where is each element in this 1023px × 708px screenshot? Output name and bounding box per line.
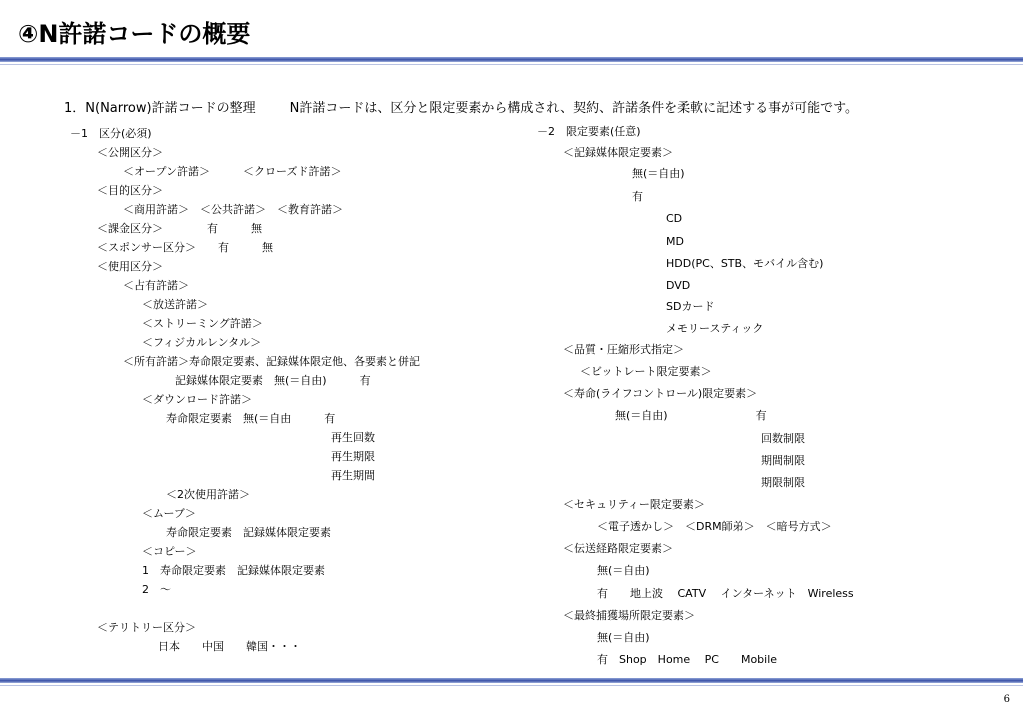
limit-bitrate: ＜ビットレート限定要素＞ <box>580 365 712 378</box>
security-options: ＜電子透かし＞ ＜DRM師弟＞ ＜暗号方式＞ <box>597 520 832 533</box>
media-md: MD <box>666 235 684 248</box>
footer-rule <box>0 678 1023 683</box>
lifetime-deadline: 期限制限 <box>761 476 805 489</box>
limit-media: ＜記録媒体限定要素＞ <box>563 146 673 159</box>
media-yes: 有 <box>632 190 643 203</box>
download-play-period: 再生期間 <box>331 469 375 482</box>
section-heading-category: －1 区分(必須) <box>70 127 152 140</box>
section-heading-limits: －2 限定要素(任意) <box>537 125 641 138</box>
capture-yes: 有 Shop Home PC Mobile <box>597 653 778 666</box>
download-play-deadline: 再生期限 <box>331 450 375 463</box>
capture-free: 無(＝自由) <box>597 631 650 644</box>
media-memorystick: メモリースティック <box>666 322 764 335</box>
lifetime-options: 無(＝自由) 有 <box>615 409 767 422</box>
download-play-count: 再生回数 <box>331 431 375 444</box>
ownership-media-limit: 記録媒体限定要素 無(＝自由) 有 <box>175 374 371 387</box>
category-sponsor: ＜スポンサー区分＞ 有 無 <box>97 241 273 254</box>
copy-item-2: 2 ～ <box>142 583 171 596</box>
category-billing: ＜課金区分＞ 有 無 <box>97 222 262 235</box>
media-dvd: DVD <box>666 279 691 292</box>
usage-copy: ＜コピー＞ <box>142 545 197 558</box>
header-rule-thin <box>0 64 1023 65</box>
category-public: ＜公開区分＞ <box>97 146 163 159</box>
footer-rule-thin <box>0 685 1023 686</box>
usage-ownership: ＜所有許諾＞寿命限定要素、記録媒体限定他、各要素と併記 <box>123 355 420 368</box>
page-title: ④N許諾コードの概要 <box>18 20 251 48</box>
usage-exclusive: ＜占有許諾＞ <box>123 279 189 292</box>
usage-streaming: ＜ストリーミング許諾＞ <box>142 317 263 330</box>
limit-capture-location: ＜最終捕獲場所限定要素＞ <box>563 609 695 622</box>
media-cd: CD <box>666 212 683 225</box>
limit-lifetime: ＜寿命(ライフコントロール)限定要素＞ <box>563 387 758 400</box>
transmission-free: 無(＝自由) <box>597 564 650 577</box>
category-territory: ＜テリトリー区分＞ <box>97 621 196 634</box>
category-public-options: ＜オープン許諾＞ ＜クローズド許諾＞ <box>123 165 342 178</box>
media-free: 無(＝自由) <box>632 167 685 180</box>
category-purpose-options: ＜商用許諾＞ ＜公共許諾＞ ＜教育許諾＞ <box>123 203 343 216</box>
limit-security: ＜セキュリティー限定要素＞ <box>563 498 705 511</box>
intro-description: N許諾コードは、区分と限定要素から構成され、契約、許諾条件を柔軟に記述する事が可能です。 <box>289 101 859 116</box>
usage-move: ＜ムーブ＞ <box>142 507 196 520</box>
lifetime-period: 期間制限 <box>761 454 805 467</box>
download-lifetime-limit: 寿命限定要素 無(＝自由 有 <box>166 412 336 425</box>
limit-quality: ＜品質・圧縮形式指定＞ <box>563 343 684 356</box>
category-purpose: ＜目的区分＞ <box>97 184 163 197</box>
limit-transmission: ＜伝送経路限定要素＞ <box>563 542 673 555</box>
usage-physical-rental: ＜フィジカルレンタル＞ <box>142 336 262 349</box>
lifetime-count: 回数制限 <box>761 432 805 445</box>
move-elements: 寿命限定要素 記録媒体限定要素 <box>166 526 331 539</box>
transmission-yes: 有 地上波 CATV インターネット Wireless <box>597 587 854 600</box>
usage-download: ＜ダウンロード許諾＞ <box>142 393 252 406</box>
media-sd: SDカード <box>666 300 715 313</box>
copy-item-1: 1 寿命限定要素 記録媒体限定要素 <box>142 564 325 577</box>
intro-line <box>64 97 858 116</box>
intro-heading: 1．N(Narrow)許諾コードの整理 <box>64 101 256 116</box>
header-rule <box>0 57 1023 62</box>
usage-secondary: ＜2次使用許諾＞ <box>166 488 250 501</box>
media-hdd: HDD(PC、STB、モバイル含む) <box>666 257 824 270</box>
usage-broadcast: ＜放送許諾＞ <box>142 298 208 311</box>
page-number: 6 <box>1003 694 1010 705</box>
territory-list: 日本 中国 韓国・・・ <box>158 640 301 653</box>
category-usage: ＜使用区分＞ <box>97 260 163 273</box>
